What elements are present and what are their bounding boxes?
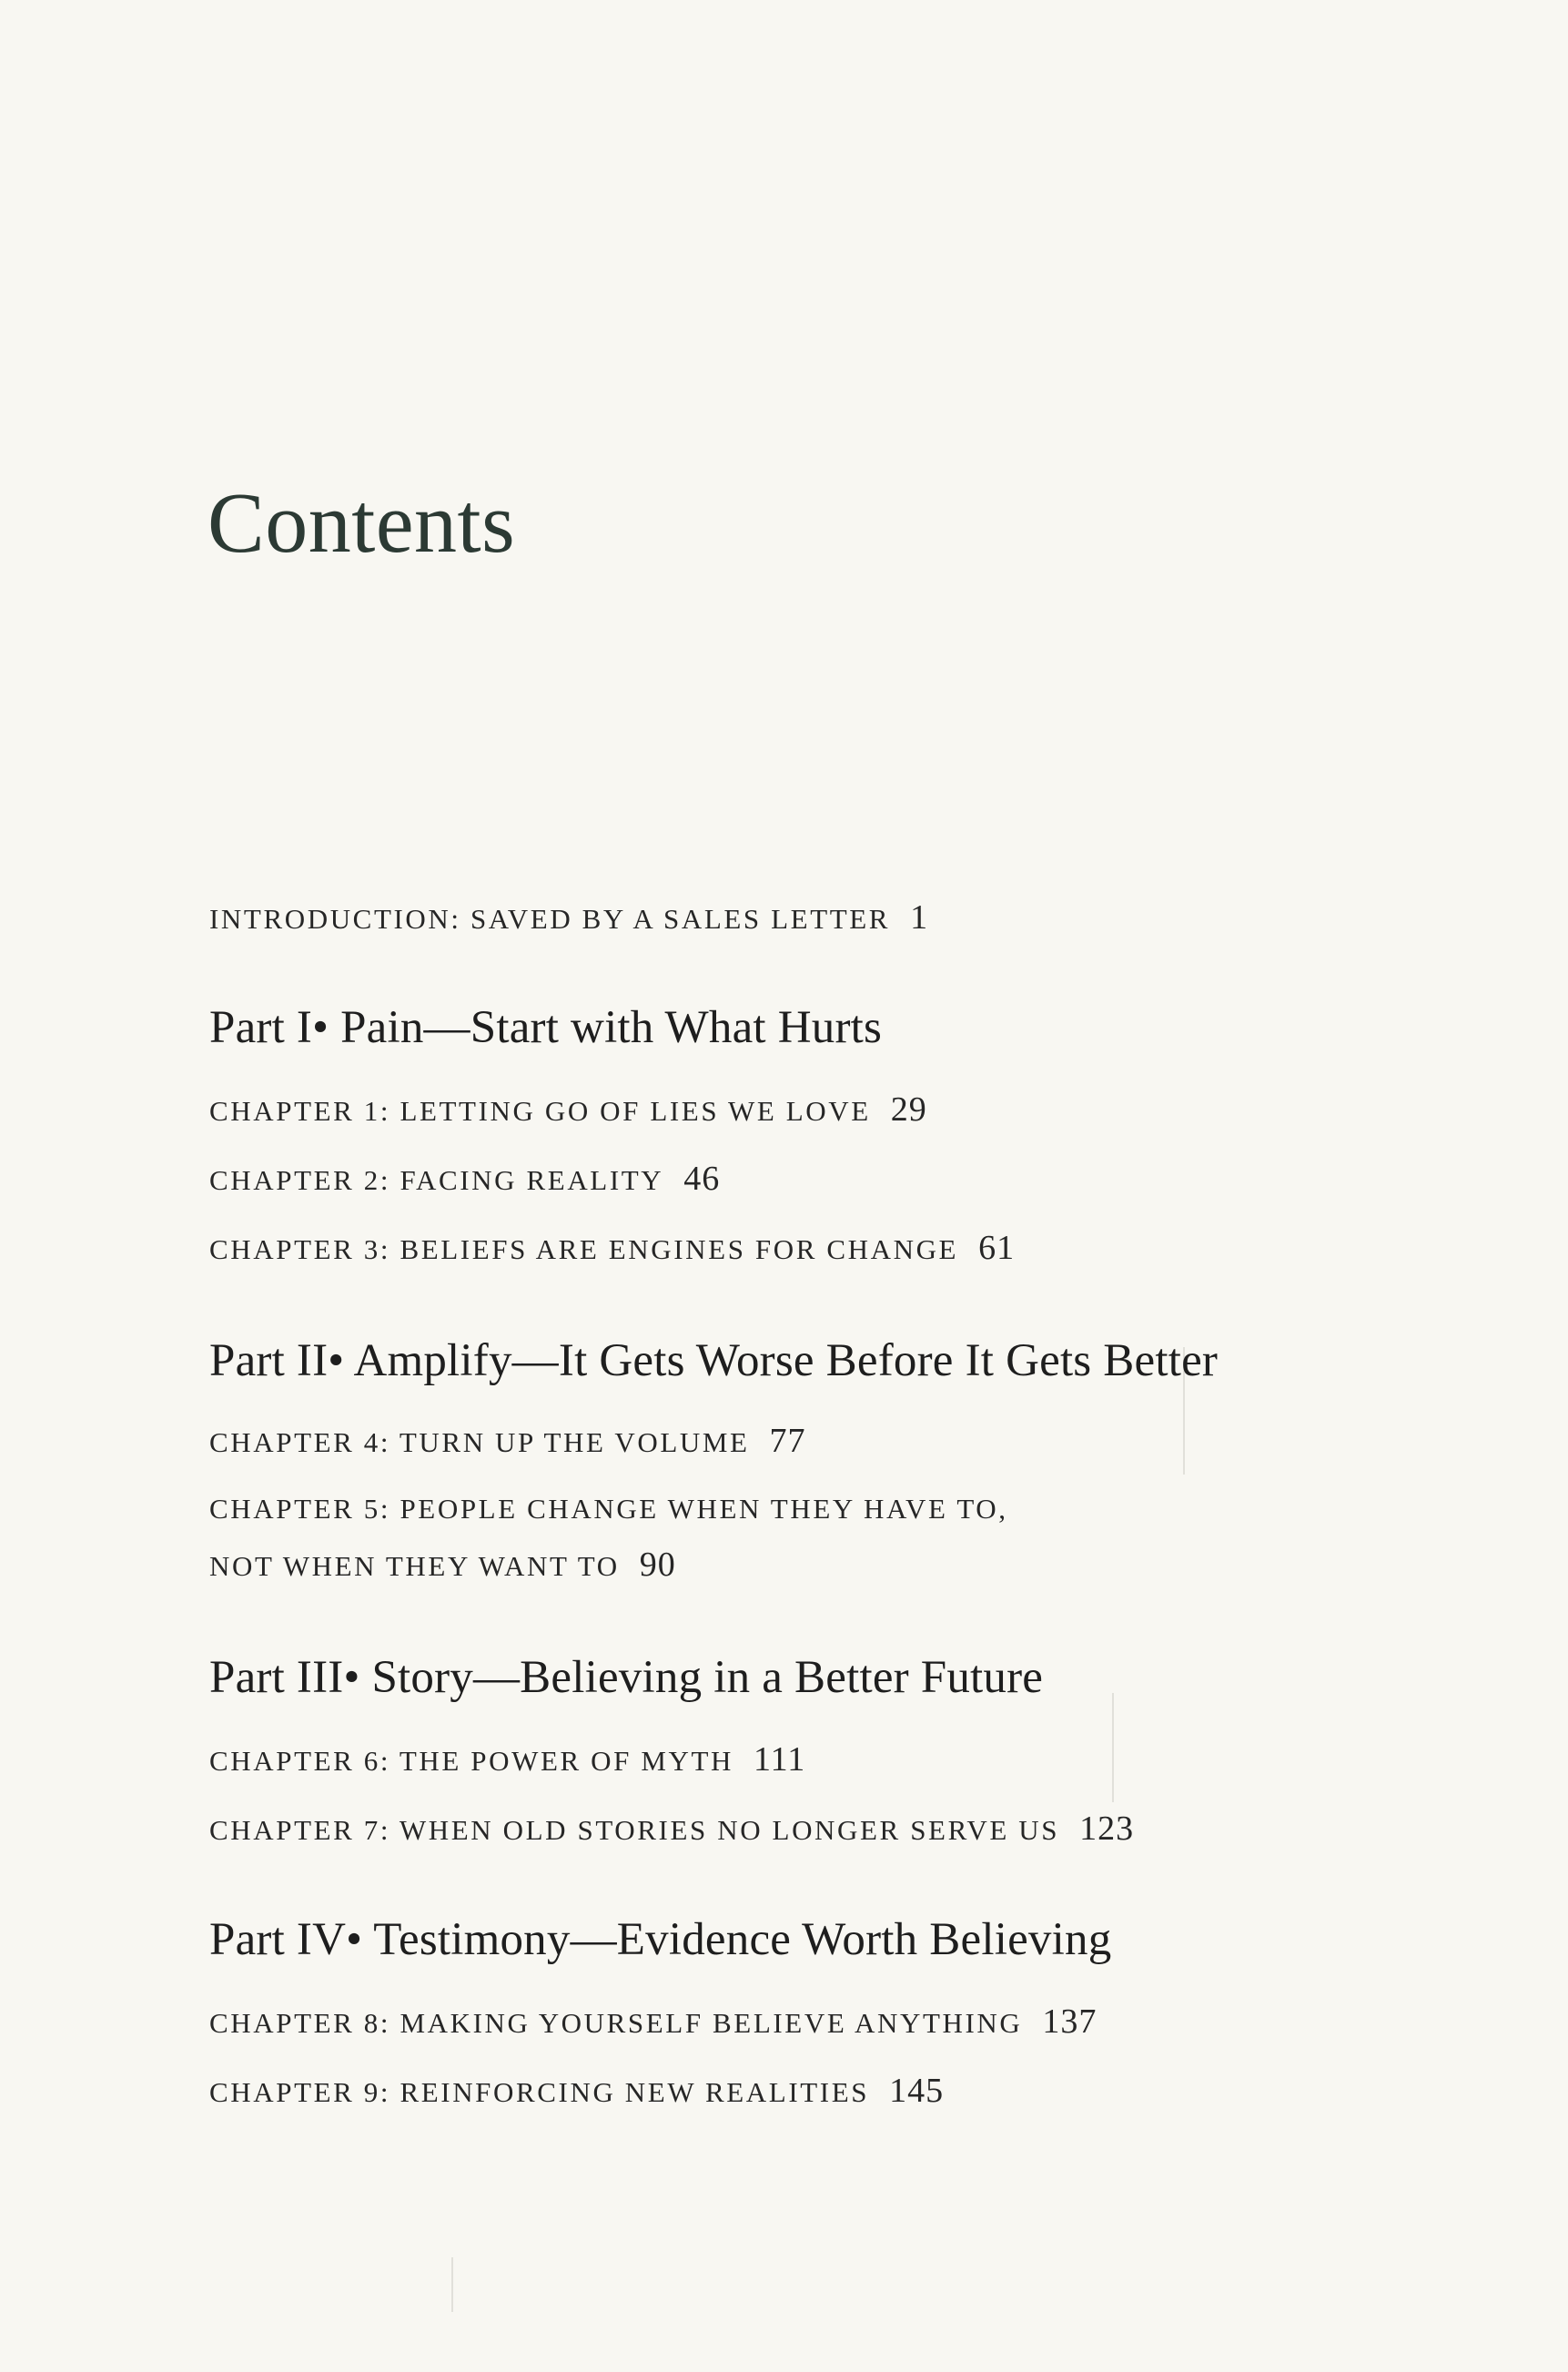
entry-page-number: 137 xyxy=(1042,2002,1098,2041)
entry-page-number: 29 xyxy=(890,1090,927,1129)
toc-entry-chapter xyxy=(209,2073,944,2108)
entry-label: CHAPTER 4: TURN UP THE VOLUME xyxy=(209,1426,750,1458)
entry-page-number: 111 xyxy=(754,1740,806,1779)
part-heading: Part I• Pain—Start with What Hurts xyxy=(209,1002,883,1053)
part-heading: Part III• Story—Believing in a Better Future xyxy=(209,1652,1044,1703)
toc-entry-chapter xyxy=(209,1161,720,1196)
entry-page-number: 90 xyxy=(639,1546,676,1584)
entry-page-number: 61 xyxy=(978,1229,1016,1267)
toc-entry-introduction xyxy=(209,900,928,935)
entry-label: CHAPTER 6: THE POWER OF MYTH xyxy=(209,1745,734,1777)
part-heading: Part II• Amplify—It Gets Worse Before It Gets Better xyxy=(209,1335,1219,1386)
toc-entry-chapter xyxy=(209,1811,1134,1846)
entry-page-number: 77 xyxy=(769,1422,806,1460)
scan-mark xyxy=(451,2257,453,2312)
scan-mark xyxy=(1112,1693,1114,1802)
entry-label: INTRODUCTION: SAVED BY A SALES LETTER xyxy=(209,903,891,935)
entry-label: CHAPTER 9: REINFORCING NEW REALITIES xyxy=(209,2076,870,2108)
entry-label: CHAPTER 1: LETTING GO OF LIES WE LOVE xyxy=(209,1095,871,1127)
entry-label: CHAPTER 7: WHEN OLD STORIES NO LONGER SERVE US xyxy=(209,1814,1060,1846)
toc-entry-chapter xyxy=(209,2004,1097,2039)
toc-entry-chapter xyxy=(209,1231,1015,1265)
toc-entry-chapter xyxy=(209,1424,806,1458)
page-title: Contents xyxy=(207,476,516,571)
toc-entry-chapter xyxy=(209,1495,1008,1523)
toc-entry-continuation xyxy=(209,1547,676,1582)
entry-page-number: 145 xyxy=(889,2072,945,2110)
entry-page-number: 1 xyxy=(910,898,929,937)
entry-label: CHAPTER 5: PEOPLE CHANGE WHEN THEY HAVE TO, xyxy=(209,1493,1008,1525)
entry-page-number: 46 xyxy=(683,1160,721,1198)
entry-label: CHAPTER 3: BELIEFS ARE ENGINES FOR CHANGE xyxy=(209,1233,959,1265)
toc-entry-chapter xyxy=(209,1742,805,1777)
entry-label: CHAPTER 2: FACING REALITY xyxy=(209,1164,664,1196)
part-heading: Part IV• Testimony—Evidence Worth Believing xyxy=(209,1914,1112,1965)
toc-entry-chapter xyxy=(209,1092,927,1127)
entry-label: CHAPTER 8: MAKING YOURSELF BELIEVE ANYTHING xyxy=(209,2007,1023,2039)
entry-page-number: 123 xyxy=(1079,1809,1135,1848)
entry-label: NOT WHEN THEY WANT TO xyxy=(209,1550,620,1582)
